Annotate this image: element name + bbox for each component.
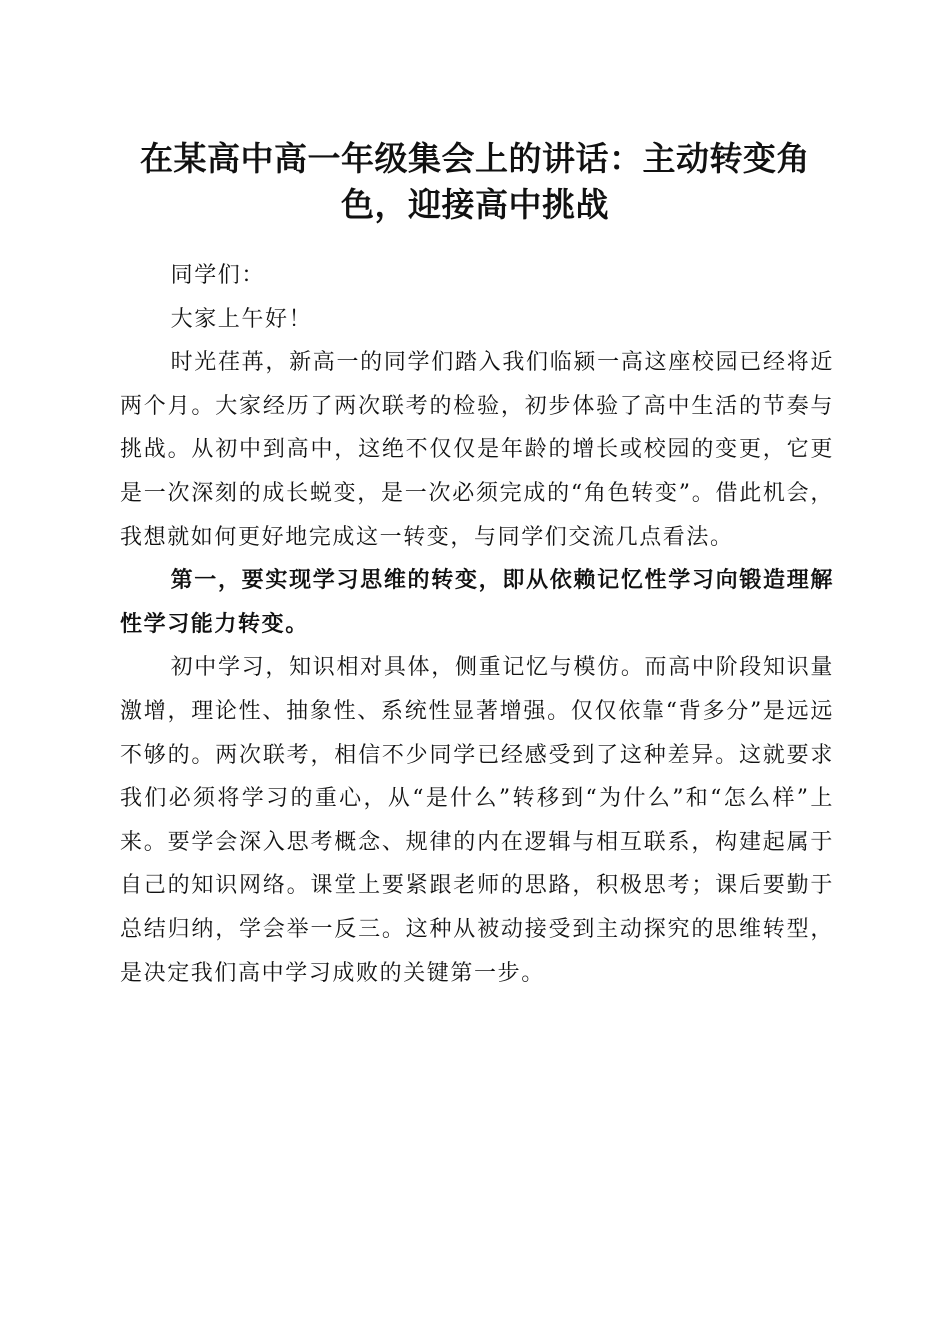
paragraph-salutation: 同学们： [170, 263, 265, 288]
paragraph-first-point: 初中学习，知识相对具体，侧重记忆与模仿。而高中阶段知识量激增，理论性、抽象性、系统性显著增强。仅仅依靠“背多分”是远远不够的。两次联考，相信不少同学已经感受到了这种差异。这就要求我们必须将学习的重心，从“是什么”转移到“为什么”和“怎么样”上来。要学会深入思考概念、规律的内在逻辑与相互联系，构建起属于自己的知识网络。课堂上要紧跟老师的思路，积极思考；课后要勤于总结归纳，学会举一反三。这种从被动接受到主动探究的思维转型，是决定我们高中学习成败的关键第一步。 [120, 655, 834, 986]
paragraph-intro: 时光荏苒，新高一的同学们踏入我们临颍一高这座校园已经将近两个月。大家经历了两次联考的检验，初步体验了高中生活的节奏与挑战。从初中到高中，这绝不仅仅是年龄的增长或校园的变更，它更是一次深刻的成长蜕变，是一次必须完成的“角色转变”。借此机会，我想就如何更好地完成这一转变，与同学们交流几点看法。 [120, 350, 834, 550]
paragraph-greeting: 大家上午好！ [170, 306, 313, 332]
document-body [120, 254, 834, 995]
document-title: 在某高中高一年级集会上的讲话：主动转变角色，迎接高中挑战 [140, 139, 810, 224]
paragraph-heading-first: 第一，要实现学习思维的转变，即从依赖记忆性学习向锻造理解性学习能力转变。 [120, 567, 834, 637]
